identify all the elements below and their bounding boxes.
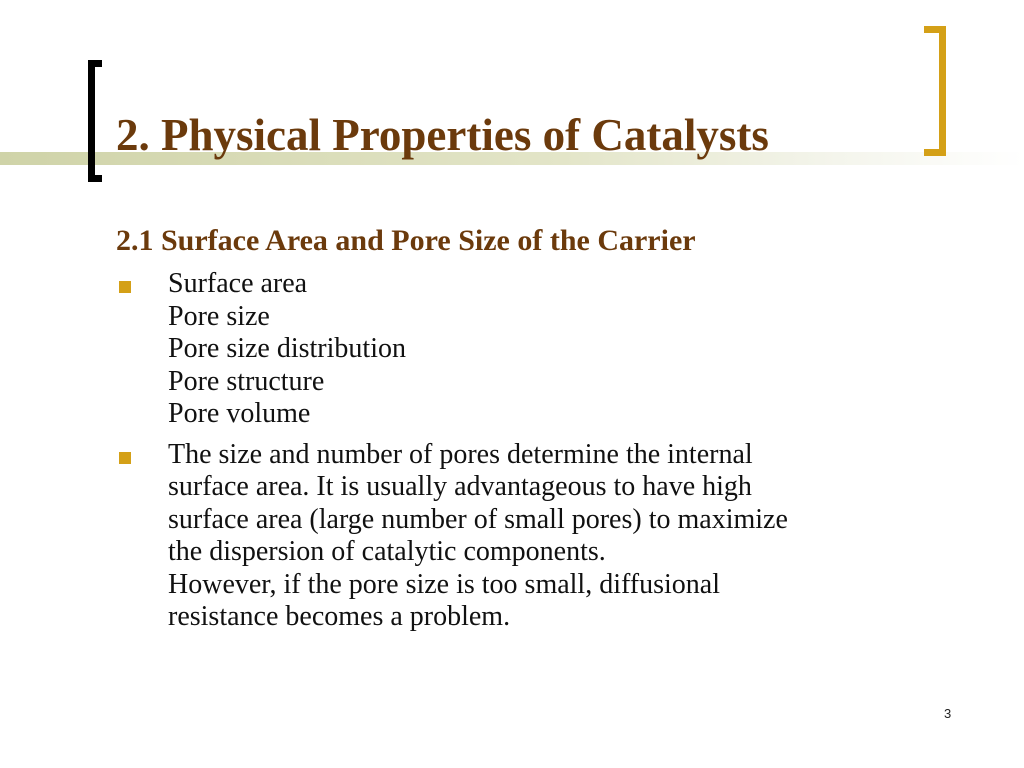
slide-subtitle: 2.1 Surface Area and Pore Size of the Carrier <box>116 224 696 257</box>
bullet-line: However, if the pore size is too small, diffusional <box>168 568 721 600</box>
bullet-item <box>116 268 946 431</box>
slide-title: 2. Physical Properties of Catalysts <box>116 110 769 160</box>
bullet-line: Pore structure <box>168 365 325 397</box>
left-bracket-decoration <box>88 60 102 182</box>
bullet-line: surface area (large number of small pores) to maximize <box>168 503 788 535</box>
bullet-line: resistance becomes a problem. <box>168 601 511 632</box>
right-bracket-decoration <box>924 26 946 156</box>
page-number: 3 <box>944 706 952 721</box>
bullet-list <box>116 268 946 642</box>
bullet-line: The size and number of pores determine the internal <box>168 438 753 470</box>
square-bullet-icon <box>119 452 131 464</box>
bullet-line: Pore volume <box>168 398 311 429</box>
bullet-line: Pore size <box>168 300 270 332</box>
bullet-line: surface area. It is usually advantageous to have high <box>168 471 752 502</box>
bullet-line: Pore size distribution <box>168 333 406 364</box>
bullet-line: Surface area <box>168 268 308 299</box>
bullet-item <box>116 439 946 634</box>
square-bullet-icon <box>119 281 131 293</box>
bullet-line: the dispersion of catalytic components. <box>168 536 606 567</box>
